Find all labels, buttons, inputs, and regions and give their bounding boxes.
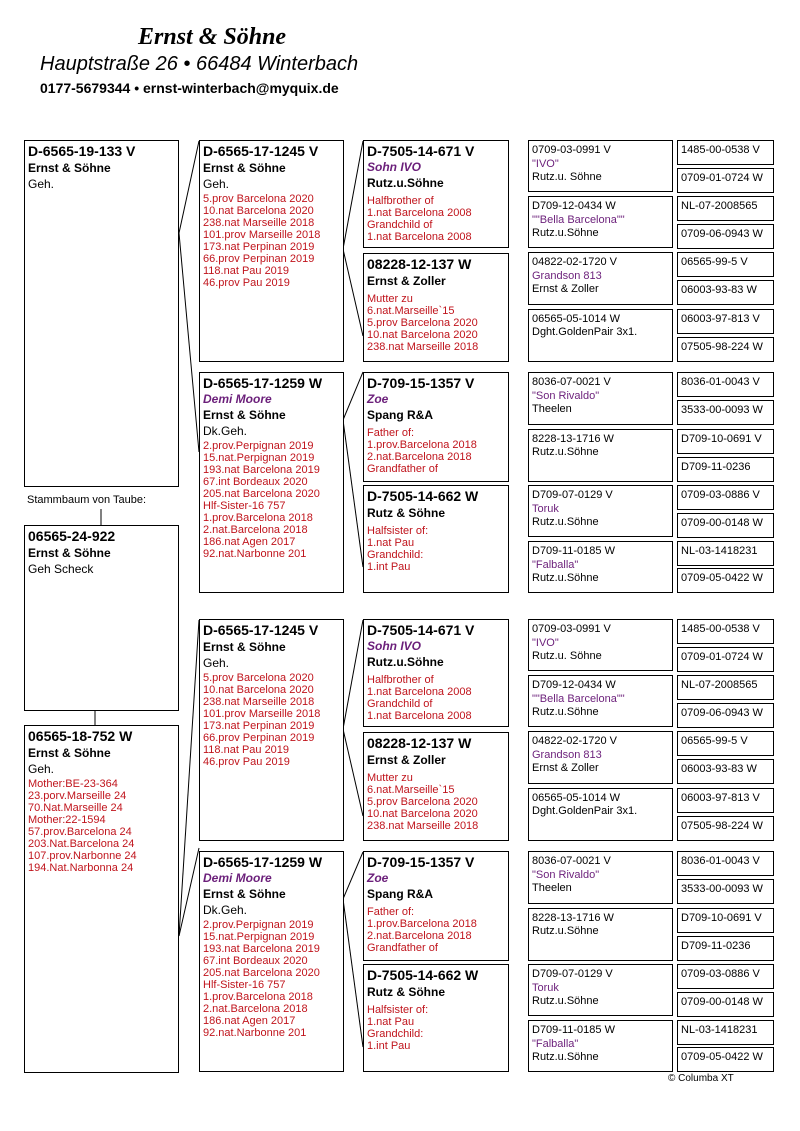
gen5-breeder: Rutz.u. Söhne	[532, 171, 602, 183]
gen3-sire-ring: D-6565-17-1245 V	[203, 143, 319, 159]
gen3-dam-note: 2.nat.Barcelona 2018	[203, 524, 308, 536]
gen5-ring: 0709-03-0991 V	[532, 144, 611, 156]
gen3-dam-color: Dk.Geh.	[203, 424, 248, 438]
gen3-dam-name: Demi Moore	[203, 392, 272, 406]
gen4-ds-breeder: Spang R&A	[367, 408, 433, 422]
breeder-address: Hauptstraße 26 • 66484 Winterbach	[40, 53, 359, 75]
subject-breeder: Ernst & Söhne	[28, 546, 111, 560]
gen6-card: 07505-98-224 W	[677, 337, 774, 362]
mother-color: Geh.	[28, 762, 55, 776]
gen5-ring: 8228-13-1716 W	[532, 912, 614, 924]
gen6-card: 0709-00-0148 W	[677, 992, 774, 1017]
gen4-dd-note: 1.int Pau	[367, 561, 411, 573]
gen5-card	[528, 788, 673, 841]
gen3-dam-note: 186.nat Agen 2017	[203, 536, 296, 548]
gen4-sd-note: 5.prov Barcelona 2020	[367, 796, 478, 808]
gen5-breeder: Rutz.u.Söhne	[532, 446, 599, 458]
gen4-ss-card	[363, 619, 509, 727]
father-ring: D-6565-19-133 V	[28, 143, 136, 159]
gen5-card	[528, 908, 673, 961]
gen3-sire-breeder: Ernst & Söhne	[203, 161, 286, 175]
gen6-card: 07505-98-224 W	[677, 816, 774, 841]
gen5-card	[528, 485, 673, 537]
gen5-ring: 0709-03-0991 V	[532, 623, 611, 635]
gen5-name: "Son Rivaldo"	[532, 869, 600, 881]
gen6-card: D709-10-0691 V	[677, 908, 774, 933]
gen4-ss-breeder: Rutz.u.Söhne	[367, 655, 444, 669]
gen6-card: 0709-00-0148 W	[677, 513, 774, 538]
gen4-ss-breeder: Rutz.u.Söhne	[367, 176, 444, 190]
gen3-dam-note: 2.prov.Perpignan 2019	[203, 440, 314, 452]
gen6-card: 0709-03-0886 V	[677, 485, 774, 510]
gen3-dam-breeder: Ernst & Söhne	[203, 408, 286, 422]
gen6-card: 8036-01-0043 V	[677, 372, 774, 397]
gen3-dam-color: Dk.Geh.	[203, 903, 248, 917]
gen4-dd-ring: D-7505-14-662 W	[367, 967, 479, 983]
gen4-ds-note: 2.nat.Barcelona 2018	[367, 451, 472, 463]
gen3-dam-ring: D-6565-17-1259 W	[203, 375, 323, 391]
gen3-dam-note: 67.int Bordeaux 2020	[203, 955, 308, 967]
gen5-ring: 04822-02-1720 V	[532, 735, 618, 747]
gen4-ss-note: 1.nat Barcelona 2008	[367, 686, 472, 698]
gen5-ring: 06565-05-1014 W	[532, 792, 621, 804]
gen3-sire-breeder: Ernst & Söhne	[203, 640, 286, 654]
gen5-card	[528, 309, 673, 362]
gen5-name: ""Bella Barcelona""	[532, 214, 625, 226]
gen4-sd-note: 238.nat Marseille 2018	[367, 341, 479, 353]
gen4-dd-note: 1.int Pau	[367, 1040, 411, 1052]
gen5-name: "IVO"	[532, 637, 559, 649]
gen5-card	[528, 851, 673, 904]
gen3-sire-card	[199, 619, 344, 841]
gen3-dam-card	[199, 851, 344, 1072]
gen6-card: 0709-03-0886 V	[677, 964, 774, 989]
gen5-breeder: Rutz.u.Söhne	[532, 572, 599, 584]
gen3-sire-note: 118.nat Pau 2019	[203, 744, 290, 756]
gen5-name: "Son Rivaldo"	[532, 390, 600, 402]
gen6-card: 0709-05-0422 W	[677, 568, 774, 593]
gen6-card: 0709-06-0943 W	[677, 224, 774, 249]
gen6-card: 06003-97-813 V	[677, 309, 774, 334]
gen4-dd-note: Halfsister of:	[367, 525, 429, 537]
mother-note: 70.Nat.Marseille 24	[28, 802, 123, 814]
gen3-sire-color: Geh.	[203, 177, 230, 191]
gen5-card	[528, 429, 673, 482]
gen3-dam-note: 1.prov.Barcelona 2018	[203, 512, 313, 524]
gen6-card: 06565-99-5 V	[677, 731, 774, 756]
gen4-ds-note: 1.prov.Barcelona 2018	[367, 918, 477, 930]
mother-note: 57.prov.Barcelona 24	[28, 826, 132, 838]
gen5-ring: 04822-02-1720 V	[532, 256, 618, 268]
gen5-breeder: Rutz.u.Söhne	[532, 925, 599, 937]
gen4-ds-ring: D-709-15-1357 V	[367, 854, 475, 870]
gen5-breeder: Rutz.u.Söhne	[532, 706, 599, 718]
gen5-name: ""Bella Barcelona""	[532, 693, 625, 705]
gen5-breeder: Rutz.u.Söhne	[532, 995, 599, 1007]
gen4-sd-note: 10.nat Barcelona 2020	[367, 329, 478, 341]
gen6-card: 3533-00-0093 W	[677, 879, 774, 904]
subject-ring: 06565-24-922	[28, 528, 116, 544]
subject-color: Geh Scheck	[28, 562, 94, 576]
gen4-dd-note: Grandchild:	[367, 1028, 424, 1040]
gen4-dd-breeder: Rutz & Söhne	[367, 985, 445, 999]
gen6-card: 0709-06-0943 W	[677, 703, 774, 728]
gen6-card: 3533-00-0093 W	[677, 400, 774, 425]
gen6-card: 1485-00-0538 V	[677, 140, 774, 165]
gen3-dam-note: 205.nat Barcelona 2020	[203, 488, 320, 500]
gen5-name: Grandson 813	[532, 270, 602, 282]
gen3-dam-note: 193.nat Barcelona 2019	[203, 464, 320, 476]
gen6-card: 06565-99-5 V	[677, 252, 774, 277]
gen4-ss-note: Halfbrother of	[367, 195, 434, 207]
gen4-ds-card	[363, 851, 509, 961]
gen4-ss-name: Sohn IVO	[367, 639, 421, 653]
gen4-sd-breeder: Ernst & Zoller	[367, 274, 446, 288]
mother-note: Mother:BE-23-364	[28, 778, 118, 790]
gen4-dd-card	[363, 485, 509, 593]
gen6-card: NL-07-2008565	[677, 675, 774, 700]
gen4-ds-note: Grandfather of	[367, 942, 438, 954]
gen3-sire-card	[199, 140, 344, 362]
gen5-breeder: Rutz.u.Söhne	[532, 516, 599, 528]
gen6-card: 1485-00-0538 V	[677, 619, 774, 644]
gen5-ring: D709-07-0129 V	[532, 968, 613, 980]
gen5-breeder: Theelen	[532, 403, 572, 415]
gen5-breeder: Rutz.u.Söhne	[532, 227, 599, 239]
gen5-card	[528, 541, 673, 593]
gen3-dam-note: 15.nat.Perpignan 2019	[203, 452, 315, 464]
gen3-dam-card	[199, 372, 344, 593]
gen5-ring: D709-11-0185 W	[532, 545, 615, 557]
gen5-breeder: Rutz.u.Söhne	[532, 1051, 599, 1063]
gen5-card	[528, 252, 673, 305]
gen4-sd-note: Mutter zu	[367, 772, 413, 784]
mother-note: Mother:22-1594	[28, 814, 106, 826]
gen4-sd-card	[363, 732, 509, 841]
gen4-ds-note: Father of:	[367, 427, 415, 439]
gen4-dd-note: 1.nat Pau	[367, 1016, 415, 1028]
gen3-dam-note: Hlf-Sister-16 757	[203, 979, 286, 991]
gen3-sire-note: 238.nat Marseille 2018	[203, 217, 315, 229]
gen4-ds-note: 1.prov.Barcelona 2018	[367, 439, 477, 451]
breeder-contact: 0177-5679344 • ernst-winterbach@myquix.de	[40, 80, 339, 96]
gen6-card: NL-03-1418231	[677, 1020, 774, 1045]
gen4-ss-note: 1.nat Barcelona 2008	[367, 710, 472, 722]
mother-ring: 06565-18-752 W	[28, 728, 133, 744]
gen5-card	[528, 619, 673, 671]
gen4-ss-note: 1.nat Barcelona 2008	[367, 231, 472, 243]
gen5-breeder: Ernst & Zoller	[532, 762, 599, 774]
gen6-card: D709-11-0236	[677, 936, 774, 961]
gen4-ds-note: Grandfather of	[367, 463, 438, 475]
gen4-ds-name: Zoe	[367, 392, 389, 406]
gen3-sire-note: 238.nat Marseille 2018	[203, 696, 315, 708]
gen5-card	[528, 964, 673, 1016]
gen5-card	[528, 372, 673, 425]
gen3-sire-note: 10.nat Barcelona 2020	[203, 205, 314, 217]
gen3-dam-note: 67.int Bordeaux 2020	[203, 476, 308, 488]
gen3-sire-note: 118.nat Pau 2019	[203, 265, 290, 277]
gen4-dd-note: Halfsister of:	[367, 1004, 429, 1016]
gen4-ds-breeder: Spang R&A	[367, 887, 433, 901]
gen4-dd-card	[363, 964, 509, 1072]
gen3-sire-ring: D-6565-17-1245 V	[203, 622, 319, 638]
gen4-sd-note: Mutter zu	[367, 293, 413, 305]
gen5-breeder: Theelen	[532, 882, 572, 894]
gen4-ss-note: Grandchild of	[367, 698, 433, 710]
gen4-sd-note: 6.nat.Marseille`15	[367, 784, 455, 796]
gen4-ss-ring: D-7505-14-671 V	[367, 143, 475, 159]
gen3-sire-note: 173.nat Perpinan 2019	[203, 720, 315, 732]
gen3-dam-note: 193.nat Barcelona 2019	[203, 943, 320, 955]
subject-card	[24, 525, 179, 711]
gen3-dam-note: Hlf-Sister-16 757	[203, 500, 286, 512]
gen3-sire-note: 101.prov Marseille 2018	[203, 708, 321, 720]
copyright-note: © Columba XT	[668, 1073, 734, 1084]
gen4-sd-note: 238.nat Marseille 2018	[367, 820, 479, 832]
gen6-card: 06003-93-83 W	[677, 280, 774, 305]
gen4-ds-ring: D-709-15-1357 V	[367, 375, 475, 391]
gen5-card	[528, 140, 673, 192]
gen5-ring: D709-11-0185 W	[532, 1024, 615, 1036]
gen3-dam-note: 2.nat.Barcelona 2018	[203, 1003, 308, 1015]
gen3-sire-note: 101.prov Marseille 2018	[203, 229, 321, 241]
mother-card	[24, 725, 179, 1073]
gen4-sd-ring: 08228-12-137 W	[367, 735, 472, 751]
gen6-card: D709-11-0236	[677, 457, 774, 482]
gen3-dam-note: 15.nat.Perpignan 2019	[203, 931, 315, 943]
gen6-card: NL-07-2008565	[677, 196, 774, 221]
gen4-ds-note: 2.nat.Barcelona 2018	[367, 930, 472, 942]
gen4-ss-name: Sohn IVO	[367, 160, 421, 174]
gen6-card: NL-03-1418231	[677, 541, 774, 566]
gen3-sire-note: 46.prov Pau 2019	[203, 756, 290, 768]
gen5-breeder: Rutz.u. Söhne	[532, 650, 602, 662]
gen4-sd-note: 10.nat Barcelona 2020	[367, 808, 478, 820]
gen3-dam-ring: D-6565-17-1259 W	[203, 854, 323, 870]
gen5-ring: 8228-13-1716 W	[532, 433, 614, 445]
father-color: Geh.	[28, 177, 55, 191]
gen3-sire-note: 66.prov Perpinan 2019	[203, 732, 315, 744]
gen4-sd-ring: 08228-12-137 W	[367, 256, 472, 272]
gen5-name: Grandson 813	[532, 749, 602, 761]
gen4-dd-note: Grandchild:	[367, 549, 424, 561]
stammbaum-label: Stammbaum von Taube:	[27, 494, 147, 506]
gen6-card: 0709-01-0724 W	[677, 168, 774, 193]
gen4-ss-note: Halfbrother of	[367, 674, 434, 686]
gen5-card	[528, 675, 673, 727]
gen3-sire-note: 10.nat Barcelona 2020	[203, 684, 314, 696]
gen5-breeder: Dght.GoldenPair 3x1.	[532, 805, 638, 817]
gen4-dd-ring: D-7505-14-662 W	[367, 488, 479, 504]
gen4-ds-name: Zoe	[367, 871, 389, 885]
gen6-card: 06003-97-813 V	[677, 788, 774, 813]
gen3-dam-breeder: Ernst & Söhne	[203, 887, 286, 901]
gen3-sire-color: Geh.	[203, 656, 230, 670]
gen5-ring: 8036-07-0021 V	[532, 376, 611, 388]
gen6-card: 06003-93-83 W	[677, 759, 774, 784]
gen5-ring: D709-12-0434 W	[532, 679, 616, 691]
gen4-dd-breeder: Rutz & Söhne	[367, 506, 445, 520]
gen5-name: "IVO"	[532, 158, 559, 170]
gen4-dd-note: 1.nat Pau	[367, 537, 415, 549]
mother-breeder: Ernst & Söhne	[28, 746, 111, 760]
gen5-ring: D709-07-0129 V	[532, 489, 613, 501]
gen6-card: 0709-05-0422 W	[677, 1047, 774, 1072]
gen3-sire-note: 5.prov Barcelona 2020	[203, 193, 314, 205]
gen5-ring: D709-12-0434 W	[532, 200, 616, 212]
gen5-card	[528, 196, 673, 248]
gen4-sd-note: 5.prov Barcelona 2020	[367, 317, 478, 329]
gen5-name: "Falballa"	[532, 1038, 579, 1050]
gen4-sd-breeder: Ernst & Zoller	[367, 753, 446, 767]
gen5-name: Toruk	[532, 503, 559, 515]
gen4-sd-note: 6.nat.Marseille`15	[367, 305, 455, 317]
gen5-breeder: Ernst & Zoller	[532, 283, 599, 295]
gen5-name: Toruk	[532, 982, 559, 994]
father-breeder: Ernst & Söhne	[28, 161, 111, 175]
gen4-ss-ring: D-7505-14-671 V	[367, 622, 475, 638]
gen3-dam-note: 205.nat Barcelona 2020	[203, 967, 320, 979]
mother-note: 23.porv.Marseille 24	[28, 790, 127, 802]
gen3-dam-note: 92.nat.Narbonne 201	[203, 1027, 307, 1039]
mother-note: 194.Nat.Narbonna 24	[28, 862, 134, 874]
gen3-sire-note: 5.prov Barcelona 2020	[203, 672, 314, 684]
mother-note: 203.Nat.Barcelona 24	[28, 838, 135, 850]
gen3-sire-note: 46.prov Pau 2019	[203, 277, 290, 289]
mother-note: 107.prov.Narbonne 24	[28, 850, 137, 862]
gen3-dam-note: 92.nat.Narbonne 201	[203, 548, 307, 560]
gen4-ds-card	[363, 372, 509, 482]
gen3-dam-note: 1.prov.Barcelona 2018	[203, 991, 313, 1003]
gen4-ds-note: Father of:	[367, 906, 415, 918]
gen3-dam-name: Demi Moore	[203, 871, 272, 885]
gen5-ring: 06565-05-1014 W	[532, 313, 621, 325]
gen3-dam-note: 2.prov.Perpignan 2019	[203, 919, 314, 931]
gen4-ss-note: Grandchild of	[367, 219, 433, 231]
gen3-dam-note: 186.nat Agen 2017	[203, 1015, 296, 1027]
gen3-sire-note: 173.nat Perpinan 2019	[203, 241, 315, 253]
gen4-ss-note: 1.nat Barcelona 2008	[367, 207, 472, 219]
gen5-card	[528, 731, 673, 784]
gen4-ss-card	[363, 140, 509, 248]
gen5-name: "Falballa"	[532, 559, 579, 571]
father-card	[24, 140, 179, 487]
gen6-card: D709-10-0691 V	[677, 429, 774, 454]
gen5-ring: 8036-07-0021 V	[532, 855, 611, 867]
gen6-card: 8036-01-0043 V	[677, 851, 774, 876]
gen6-card: 0709-01-0724 W	[677, 647, 774, 672]
gen4-sd-card	[363, 253, 509, 362]
gen5-breeder: Dght.GoldenPair 3x1.	[532, 326, 638, 338]
gen3-sire-note: 66.prov Perpinan 2019	[203, 253, 315, 265]
gen5-card	[528, 1020, 673, 1072]
breeder-title: Ernst & Söhne	[138, 24, 287, 50]
